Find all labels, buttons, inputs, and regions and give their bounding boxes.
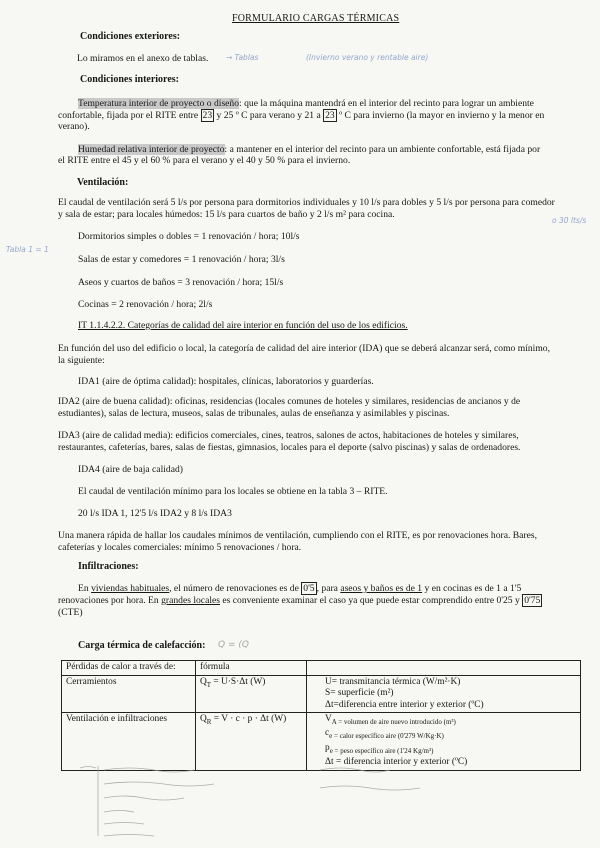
ventilacion-paragraph-4: 20 l/s IDA 1, 12'5 l/s IDA2 y 8 l/s IDA3 <box>78 508 232 519</box>
humidity-paragraph-line2: el RITE entre el 45 y el 60 % para el verano y el 40 y 50 % para el invierno. <box>58 155 351 166</box>
exteriores-text: Lo miramos en el anexo de tablas. <box>77 53 209 64</box>
handwritten-note-margin: o 30 lts/s <box>552 216 587 225</box>
temperature-label: Temperatura interior de proyecto o diseño <box>78 98 240 109</box>
infiltration-value-housing: 0'5 <box>303 583 315 594</box>
handwritten-note-tables: → Tablas <box>226 53 259 62</box>
handwritten-note-conditions: (Invierno verano y rentable aire) <box>306 53 429 62</box>
infiltraciones-heading: Infiltraciones: <box>78 561 139 572</box>
ida1-text: IDA1 (aire de óptima calidad): hospitales, clínicas, laboratorios y guarderías. <box>78 376 374 387</box>
handwritten-note-left-margin: Tabla 1 = 1 <box>6 245 49 254</box>
table-cell-formula: $Q_T = U\cdot S\cdot\Delta t$ (W) <box>196 675 307 713</box>
it-reference: IT 1.1.4.2.2. Categorías de calidad del aire interior en función del uso de los edificios. <box>78 320 408 331</box>
temperature-paragraph-line1: Temperatura interior de proyecto o diseño: que la máquina mantendrá en el interior del recinto para lograr un ambiente <box>78 98 534 109</box>
document-title: FORMULARIO CARGAS TÉRMICAS <box>232 13 400 24</box>
temperature-paragraph-line3: verano). <box>58 121 90 132</box>
temp-value-winter: 23 <box>325 110 335 121</box>
ventilacion-paragraph-1: El caudal de ventilación será 5 l/s por persona para dormitorios individuales y 10 l/s para dobles y 5 l/s por persona para comedor y sala de estar; para locales húmedos: 15 l/s para cuartos de baño y 2 l/s m² para cocina. <box>58 197 555 220</box>
table-header-cell: fórmula <box>196 661 307 676</box>
heat-load-table <box>61 660 581 771</box>
infiltraciones-line1: En viviendas habituales, el número de renovaciones es de 0'5 , para aseos y baños es de 1 y en cocinas es de 1 a 1'5 <box>78 583 522 594</box>
ida4-text: IDA4 (aire de baja calidad) <box>78 464 183 475</box>
handwritten-scribbles <box>70 762 590 842</box>
interiores-heading: Condiciones interiores: <box>80 74 179 85</box>
table-header-cell <box>307 661 581 676</box>
handwritten-formula: Q = (Q <box>218 640 249 650</box>
temp-value-summer: 23 <box>202 110 213 121</box>
infiltraciones-line3: (CTE) <box>58 607 83 618</box>
ida2-text: IDA2 (aire de buena calidad): oficinas, residencias (locales comunes de hoteles y similares, residencias de ancianos y de estudiantes), salas de lectura, museos, salas de tribunales, aulas de enseñanza y asimilables y piscinas. <box>58 396 521 419</box>
ventilacion-paragraph-2: En función del uso del edificio o local, la categoría de calidad del aire interior (IDA) que se deberá alcanzar será, como mínimo, la siguiente: <box>58 343 551 366</box>
table-cell-formula: $Q_R = V \cdot c \cdot p \cdot \Delta t$ (W) <box>196 713 307 771</box>
ventilation-rate-aseos: Aseos y cuartos de baños = 3 renovación / hora; 15l/s <box>78 277 284 288</box>
table-cell-name: Ventilación e infiltraciones <box>62 713 196 771</box>
humidity-label: Humedad relativa interior de proyecto <box>78 144 225 155</box>
ventilation-rate-salas: Salas de estar y comedores = 1 renovación / hora; 3l/s <box>78 254 285 265</box>
ventilacion-paragraph-3: El caudal de ventilación mínimo para los locales se obtiene en la tabla 3 – RITE. <box>78 486 388 497</box>
ventilation-rate-cocinas: Cocinas = 2 renovación / hora; 2l/s <box>78 299 213 310</box>
ventilation-rate-dormitorios: Dormitorios simples o dobles = 1 renovación / hora; 10l/s <box>78 231 300 242</box>
exteriores-heading: Condiciones exteriores: <box>80 31 181 42</box>
infiltraciones-line2: renovaciones por hora. En grandes locales es conveniente examinar el caso ya que puede estar comprendido entre 0'25 y 0'75 <box>58 595 541 606</box>
ventilacion-paragraph-5: Una manera rápida de hallar los caudales mínimos de ventilación, cumpliendo con el RITE, es por renovaciones hora. Bares, cafeterías y locales comerciales: mínimo 5 renovaciones / hora. <box>58 530 537 553</box>
ventilacion-heading: Ventilación: <box>77 177 129 188</box>
calefaccion-heading: Carga térmica de calefacción: <box>78 640 206 651</box>
humidity-paragraph-line1: Humedad relativa interior de proyecto: a mantener en el interior del recinto para un ambiente confortable, está fijada por <box>78 144 541 155</box>
table-row <box>62 675 581 713</box>
table-cell-name: Cerramientos <box>62 675 196 713</box>
table-cell-description: U= transmitancia térmica (W/m²·K) S= superficie (m²) Δt=diferencia entre interior y exterior (ºC) <box>307 675 581 713</box>
ida3-text: IDA3 (aire de calidad media): edificios comerciales, cines, teatros, salones de actos, habitaciones de hoteles y similares, restaurantes, cafeterías, bares, salas de fiestas, gimnasios, locales para el deporte (salvo piscinas) y salas de ordenadores. <box>58 430 521 453</box>
table-header-row <box>62 661 581 676</box>
table-cell-description: $V_{A = volumen de aire nuevo introducido (m^3)}$ $c_{e = calor específico aire (0'279 W/Kg\cdot K)}$ $p_{e = peso específico aire (1'24 Kg/m^3)}$ Δt = diferencia interior y exterior (ºC) <box>307 713 581 771</box>
infiltration-value-large: 0'75 <box>524 595 541 606</box>
table-header-cell: Pérdidas de calor a través de: <box>62 661 196 676</box>
temperature-paragraph-line2: confortable, fijada por el RITE entre 23 y 25 º C para verano y 21 a 23 º C para invierno (la mayor en invierno y la menor en <box>58 110 545 121</box>
